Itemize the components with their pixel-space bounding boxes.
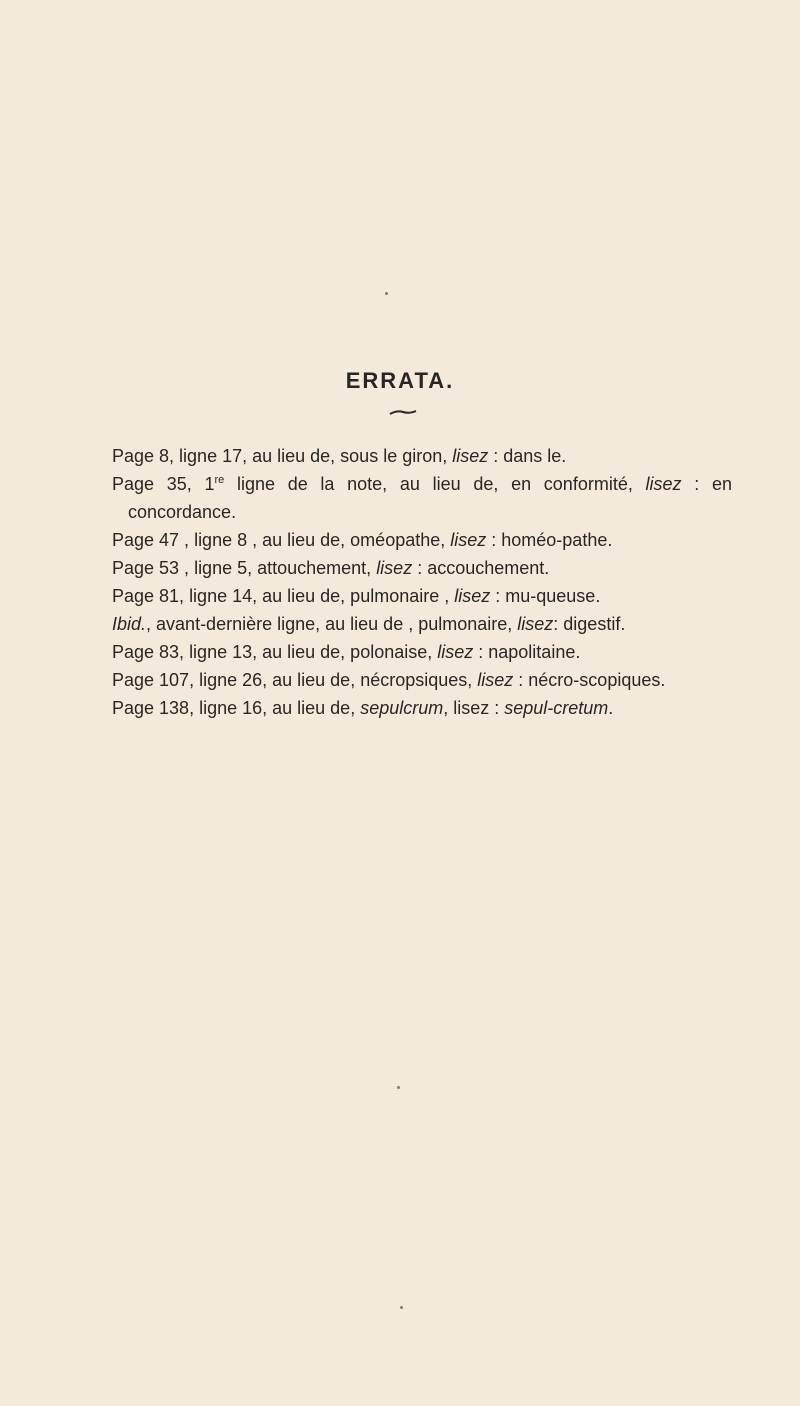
errata-entry (112, 526, 732, 554)
entry-superscript: re (214, 474, 225, 486)
paper-speck (397, 1086, 400, 1089)
paper-speck (385, 292, 388, 295)
ornament-rule (389, 410, 417, 416)
errata-entry (112, 442, 732, 470)
entry-correction: . (608, 698, 614, 718)
entry-word: sepulcrum (360, 698, 444, 718)
errata-entry (112, 470, 732, 526)
entry-correction: : digestif. (553, 614, 626, 634)
entry-lisez: lisez (454, 586, 491, 606)
entry-text: Page 81, ligne 14, au lieu de, pulmonaire , (112, 586, 455, 606)
errata-entry (112, 638, 732, 666)
page-title: ERRATA. (345, 368, 455, 393)
entry-correction: : nécro-scopiques. (513, 670, 666, 690)
entry-correction-word: sepul-cretum (504, 698, 609, 718)
entry-lisez: lisez (437, 642, 474, 662)
entry-text: Page 53 , ligne 5, attouchement, (112, 558, 377, 578)
entry-text: , avant-dernière ligne, au lieu de , pulmonaire, (146, 614, 518, 634)
entry-lisez: lisez (376, 558, 413, 578)
entry-text: Page 8, ligne 17, au lieu de, sous le giron, (112, 446, 453, 466)
entry-ibid: Ibid. (112, 614, 147, 634)
entry-lisez: lisez (477, 670, 514, 690)
entry-lisez: lisez (517, 614, 554, 634)
errata-entry (112, 610, 732, 638)
entry-text: Page 138, ligne 16, au lieu de, (112, 698, 361, 718)
entry-lisez: lisez (452, 446, 489, 466)
entry-correction: : dans le. (488, 446, 567, 466)
entry-text: Page 47 , ligne 8 , au lieu de, oméopathe, (112, 530, 451, 550)
entry-lisez: lisez (450, 530, 487, 550)
paper-speck (400, 1306, 403, 1309)
entry-text: Page 35, 1 (112, 474, 215, 494)
entry-correction: : accouchement. (412, 558, 550, 578)
entry-correction: : napolitaine. (473, 642, 581, 662)
entry-correction: : mu-queuse. (490, 586, 601, 606)
entry-text: Page 83, ligne 13, au lieu de, polonaise, (112, 642, 438, 662)
entry-text: , lisez : (443, 698, 505, 718)
errata-entry (112, 554, 732, 582)
entry-text: Page 107, ligne 26, au lieu de, nécropsiques, (112, 670, 478, 690)
entry-text: ligne de la note, au lieu de, en conformité, (224, 474, 646, 494)
entry-correction: : en concordance. (128, 474, 732, 522)
errata-list (112, 442, 732, 722)
errata-entry (112, 666, 732, 694)
errata-entry (112, 694, 732, 722)
errata-entry (112, 582, 732, 610)
entry-correction: : homéo-pathe. (486, 530, 613, 550)
entry-lisez: lisez (645, 474, 682, 494)
